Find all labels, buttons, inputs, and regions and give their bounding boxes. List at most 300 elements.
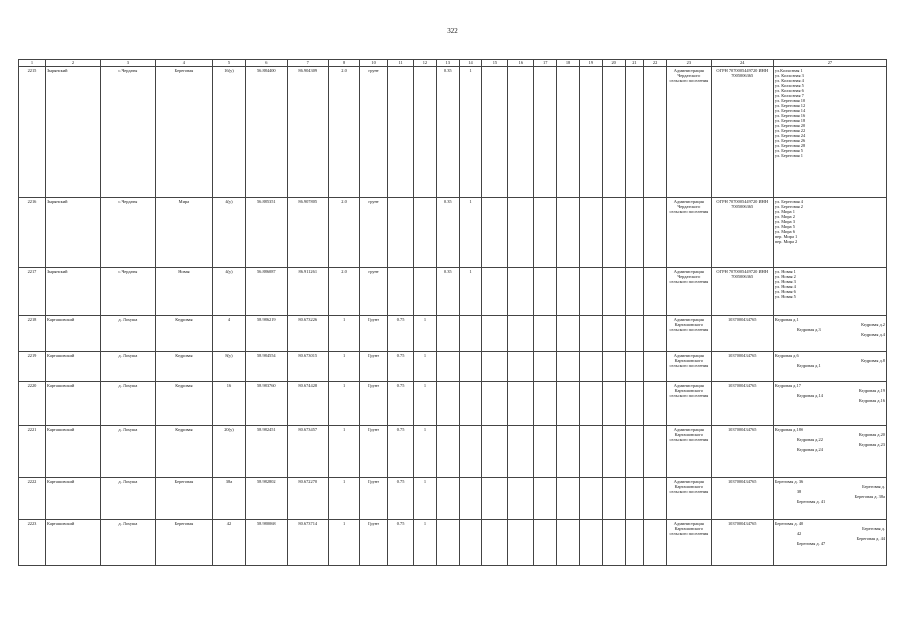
ogrn-inn-cell: 1037000434765	[711, 352, 773, 382]
col-17-cell	[534, 520, 557, 566]
latitude-cell: 58.980068	[246, 520, 287, 566]
address-line: Береговая д.	[862, 483, 885, 489]
col-21-cell	[625, 268, 644, 316]
house-number-cell: 38а	[212, 478, 245, 520]
col-18-cell	[557, 426, 580, 478]
longitude-cell: 86.904309	[287, 67, 328, 198]
owner-organization-cell: Администрация Чердатского сельского поселения	[667, 67, 712, 198]
address-line: Кедровая д.1	[774, 316, 799, 322]
address-line: Кедровая д.17	[774, 382, 801, 388]
col-20-cell	[602, 268, 625, 316]
ogrn-inn-cell: 1037000434765	[711, 426, 773, 478]
col-15-cell	[482, 268, 508, 316]
address-line: Береговая д. 38а	[854, 493, 885, 499]
address-line: Кедровая д.22	[796, 436, 823, 442]
col-16-cell	[508, 198, 534, 268]
house-number-cell: 20(у)	[212, 426, 245, 478]
col-21-cell	[625, 426, 644, 478]
district-cell: Карташовский	[45, 426, 100, 478]
district-cell: Карташовский	[45, 382, 100, 426]
column-header: 11	[388, 60, 414, 67]
row-number-cell: 2219	[19, 352, 46, 382]
settlement-cell: д. Лохуша	[100, 478, 155, 520]
served-addresses-cell	[773, 316, 886, 352]
col-21-cell	[625, 316, 644, 352]
street-name-cell: Береговая	[155, 520, 212, 566]
address-line: пер. Мира 2	[774, 238, 798, 244]
col-13-cell	[436, 382, 459, 426]
owner-organization-cell: Администрация Карташовского сельского поселения	[667, 520, 712, 566]
address-line: ул. Береговая 18	[774, 117, 806, 123]
address-line: ул. Мира 5	[774, 223, 795, 229]
surface-type-cell: грунт	[360, 268, 388, 316]
latitude-cell: 58.983760	[246, 382, 287, 426]
street-name-cell: Кедровая	[155, 352, 212, 382]
ogrn-inn-cell: ОГРН 7070005449720 ИНН 7005006365	[711, 67, 773, 198]
col-17-cell	[534, 478, 557, 520]
address-line: Береговая д. 41	[796, 498, 826, 504]
longitude-cell: 80.672270	[287, 478, 328, 520]
col-11-cell: 0.75	[388, 382, 414, 426]
owner-organization-cell: Администрация Чердатского сельского поселения	[667, 198, 712, 268]
column-header: 17	[534, 60, 557, 67]
surface-type-cell: Грунт	[360, 426, 388, 478]
col-15-cell	[482, 198, 508, 268]
settlement-cell: д. Лохуша	[100, 352, 155, 382]
col-18-cell	[557, 316, 580, 352]
col-17-cell	[534, 268, 557, 316]
address-line: Кедровая д.1	[796, 362, 821, 368]
col-15-cell	[482, 352, 508, 382]
address-line: Береговая д. 44	[856, 535, 885, 541]
width-cell: 1	[329, 520, 360, 566]
col-22-cell	[644, 198, 667, 268]
col-20-cell	[602, 520, 625, 566]
width-cell: 2.0	[329, 198, 360, 268]
col-19-cell	[579, 478, 602, 520]
street-name-cell: Кедровая	[155, 426, 212, 478]
col-11-cell: 0.75	[388, 520, 414, 566]
col-22-cell	[644, 268, 667, 316]
col-18-cell	[557, 198, 580, 268]
col-16-cell	[508, 352, 534, 382]
latitude-cell: 58.986219	[246, 316, 287, 352]
column-header: 19	[579, 60, 602, 67]
longitude-cell: 86.907805	[287, 198, 328, 268]
ogrn-inn-cell: 1037000434765	[711, 520, 773, 566]
address-line: ул. Береговая 22	[774, 127, 806, 133]
address-line: ул. Колхозная 3	[774, 72, 804, 78]
address-line: Кедровая д.16	[858, 397, 885, 403]
column-header: 15	[482, 60, 508, 67]
settlement-cell: с.Чердаты	[100, 268, 155, 316]
table-row	[19, 520, 887, 566]
address-line: 42	[796, 530, 802, 536]
col-14-cell	[459, 316, 482, 352]
column-header: 4	[155, 60, 212, 67]
surface-type-cell: Грунт	[360, 478, 388, 520]
longitude-cell: 80.673226	[287, 316, 328, 352]
col-12-cell: 1	[414, 520, 437, 566]
house-number-cell: 4(у)	[212, 198, 245, 268]
col-20-cell	[602, 198, 625, 268]
district-cell: Зырянский	[45, 198, 100, 268]
ogrn-inn-cell: 1037000434765	[711, 382, 773, 426]
column-header: 10	[360, 60, 388, 67]
col-21-cell	[625, 382, 644, 426]
served-addresses-cell	[773, 268, 886, 316]
latitude-cell: 56.885351	[246, 198, 287, 268]
column-header: 7	[287, 60, 328, 67]
address-line: ул. Береговая 28	[774, 142, 806, 148]
col-20-cell	[602, 426, 625, 478]
width-cell: 1	[329, 352, 360, 382]
address-line: ул. Береговая 20	[774, 122, 806, 128]
address-line: ул. Новая 2	[774, 273, 796, 279]
roads-table	[18, 59, 887, 566]
col-18-cell	[557, 268, 580, 316]
ogrn-inn-cell: ОГРН 7070005449720 ИНН 7005006365	[711, 268, 773, 316]
row-number-cell: 2221	[19, 426, 46, 478]
served-addresses-cell	[773, 520, 886, 566]
address-line: ул. Береговая 14	[774, 107, 806, 113]
col-16-cell	[508, 316, 534, 352]
col-13-cell	[436, 426, 459, 478]
owner-organization-cell: Администрация Карташовского сельского поселения	[667, 478, 712, 520]
house-number-cell: 8(у)	[212, 352, 245, 382]
longitude-cell: 80.673457	[287, 426, 328, 478]
column-header: 22	[644, 60, 667, 67]
owner-organization-cell: Администрация Чердатского сельского поселения	[667, 268, 712, 316]
district-cell: Карташовский	[45, 478, 100, 520]
owner-organization-cell: Администрация Карташовского сельского поселения	[667, 426, 712, 478]
latitude-cell: 56.886087	[246, 268, 287, 316]
col-22-cell	[644, 352, 667, 382]
column-header: 1	[19, 60, 46, 67]
column-header: 5	[212, 60, 245, 67]
col-14-cell	[459, 478, 482, 520]
page-number: 322	[447, 27, 458, 35]
ogrn-inn-cell: 1037000434765	[711, 478, 773, 520]
district-cell: Зырянский	[45, 268, 100, 316]
served-addresses-cell	[773, 426, 886, 478]
street-name-cell: Береговая	[155, 67, 212, 198]
col-13-cell: 0.35	[436, 198, 459, 268]
row-number-cell: 2216	[19, 198, 46, 268]
table-row	[19, 316, 887, 352]
col-12-cell: 1	[414, 382, 437, 426]
col-19-cell	[579, 316, 602, 352]
col-17-cell	[534, 316, 557, 352]
table-row	[19, 198, 887, 268]
col-12-cell: 1	[414, 316, 437, 352]
address-line: Кедровая д.19	[858, 387, 885, 393]
column-header: 18	[557, 60, 580, 67]
column-header: 24	[711, 60, 773, 67]
address-line: 38	[796, 488, 802, 494]
longitude-cell: 80.673015	[287, 352, 328, 382]
col-11-cell	[388, 268, 414, 316]
col-19-cell	[579, 520, 602, 566]
street-name-cell: Мира	[155, 198, 212, 268]
table-row	[19, 268, 887, 316]
surface-type-cell: грунт	[360, 198, 388, 268]
col-12-cell: 1	[414, 478, 437, 520]
served-addresses-cell	[773, 478, 886, 520]
table-row	[19, 352, 887, 382]
served-addresses-cell	[773, 67, 886, 198]
latitude-cell: 58.982451	[246, 426, 287, 478]
served-addresses-cell	[773, 382, 886, 426]
column-header: 20	[602, 60, 625, 67]
settlement-cell: д. Лохуша	[100, 426, 155, 478]
settlement-cell: с.Чердаты	[100, 67, 155, 198]
col-13-cell	[436, 316, 459, 352]
served-addresses-cell	[773, 352, 886, 382]
address-line: ул. Береговая 2	[774, 203, 803, 209]
longitude-cell: 80.673714	[287, 520, 328, 566]
district-cell: Зырянский	[45, 67, 100, 198]
column-header: 13	[436, 60, 459, 67]
served-addresses-cell	[773, 198, 886, 268]
latitude-cell: 58.984554	[246, 352, 287, 382]
width-cell: 1	[329, 478, 360, 520]
street-name-cell: Новая	[155, 268, 212, 316]
address-line: ул. Мира 1	[774, 208, 795, 214]
address-line: Кедровая д.6	[774, 352, 799, 358]
address-line: Кедровая д.18б	[774, 426, 804, 432]
col-14-cell	[459, 426, 482, 478]
col-22-cell	[644, 520, 667, 566]
col-11-cell	[388, 198, 414, 268]
col-15-cell	[482, 382, 508, 426]
address-line: ул. Береговая 1	[774, 152, 803, 158]
address-line: Береговая д. 36	[774, 478, 804, 484]
address-line: ул. Новая 6	[774, 288, 796, 294]
address-line: Кедровая д.20	[858, 431, 885, 437]
col-16-cell	[508, 268, 534, 316]
address-line: ул. Береговая 16	[774, 112, 806, 118]
address-line: ул. Береговая 24	[774, 132, 806, 138]
row-number-cell: 2220	[19, 382, 46, 426]
address-line: ул.Колхозная 1	[774, 67, 803, 73]
address-line: Кедровая д.2	[861, 321, 885, 327]
address-line: ул. Колхозная 4	[774, 77, 804, 83]
column-header: 14	[459, 60, 482, 67]
address-line: Кедровая д.3	[796, 326, 821, 332]
col-14-cell	[459, 382, 482, 426]
district-cell: Карташовский	[45, 520, 100, 566]
address-line: ул. Береговая 26	[774, 137, 806, 143]
address-line: ул. Колхозная 5	[774, 82, 804, 88]
col-20-cell	[602, 316, 625, 352]
column-header: 3	[100, 60, 155, 67]
table-row	[19, 67, 887, 198]
owner-organization-cell: Администрация Карташовского сельского поселения	[667, 352, 712, 382]
col-14-cell	[459, 352, 482, 382]
address-line: ул. Береговая 12	[774, 102, 806, 108]
owner-organization-cell: Администрация Карташовского сельского поселения	[667, 316, 712, 352]
settlement-cell: д. Лохуша	[100, 520, 155, 566]
width-cell: 2.0	[329, 268, 360, 316]
col-19-cell	[579, 352, 602, 382]
table-row	[19, 426, 887, 478]
col-20-cell	[602, 352, 625, 382]
col-17-cell	[534, 352, 557, 382]
column-header: 6	[246, 60, 287, 67]
col-16-cell	[508, 478, 534, 520]
address-line: ул. Мира 2	[774, 213, 795, 219]
col-11-cell	[388, 67, 414, 198]
col-13-cell: 0.35	[436, 67, 459, 198]
ogrn-inn-cell: 1037000434765	[711, 316, 773, 352]
col-18-cell	[557, 67, 580, 198]
column-header: 2	[45, 60, 100, 67]
column-header: 16	[508, 60, 534, 67]
col-12-cell: 1	[414, 352, 437, 382]
col-11-cell: 0.75	[388, 352, 414, 382]
col-11-cell: 0.75	[388, 316, 414, 352]
col-13-cell: 0.35	[436, 268, 459, 316]
col-12-cell	[414, 268, 437, 316]
address-line: Кедровая д.23	[858, 441, 885, 447]
col-22-cell	[644, 67, 667, 198]
address-line: ул. Новая 4	[774, 283, 796, 289]
width-cell: 2.0	[329, 67, 360, 198]
column-header: 21	[625, 60, 644, 67]
col-11-cell: 0.75	[388, 426, 414, 478]
col-21-cell	[625, 352, 644, 382]
house-number-cell: 16(у)	[212, 67, 245, 198]
col-11-cell: 0.75	[388, 478, 414, 520]
row-number-cell: 2222	[19, 478, 46, 520]
column-header: 8	[329, 60, 360, 67]
address-line: Кедровая д.14	[796, 392, 823, 398]
col-22-cell	[644, 382, 667, 426]
width-cell: 1	[329, 426, 360, 478]
surface-type-cell: грунт	[360, 67, 388, 198]
col-18-cell	[557, 382, 580, 426]
column-header: 12	[414, 60, 437, 67]
table-row	[19, 382, 887, 426]
col-17-cell	[534, 67, 557, 198]
col-14-cell: 1	[459, 198, 482, 268]
surface-type-cell: Грунт	[360, 316, 388, 352]
longitude-cell: 86.911261	[287, 268, 328, 316]
col-13-cell	[436, 520, 459, 566]
address-line: ул. Береговая 5	[774, 147, 803, 153]
col-18-cell	[557, 352, 580, 382]
col-17-cell	[534, 198, 557, 268]
settlement-cell: с.Чердаты	[100, 198, 155, 268]
address-line: ул. Новая 1	[774, 268, 796, 274]
col-13-cell	[436, 478, 459, 520]
header-row	[19, 60, 887, 67]
col-19-cell	[579, 198, 602, 268]
col-18-cell	[557, 478, 580, 520]
surface-type-cell: Грунт	[360, 382, 388, 426]
house-number-cell: 4(у)	[212, 268, 245, 316]
col-12-cell: 1	[414, 426, 437, 478]
col-16-cell	[508, 426, 534, 478]
row-number-cell: 2217	[19, 268, 46, 316]
address-line: Кедровая д.24	[796, 446, 823, 452]
col-14-cell: 1	[459, 268, 482, 316]
col-15-cell	[482, 478, 508, 520]
col-17-cell	[534, 382, 557, 426]
col-20-cell	[602, 67, 625, 198]
address-line: ул. Мира 6	[774, 228, 795, 234]
col-18-cell	[557, 520, 580, 566]
address-line: ул. Береговая 10	[774, 97, 806, 103]
col-12-cell	[414, 198, 437, 268]
district-cell: Карташовский	[45, 352, 100, 382]
longitude-cell: 80.674428	[287, 382, 328, 426]
column-header: 27	[773, 60, 886, 67]
address-line: ул. Новая 5	[774, 293, 796, 299]
address-line: ул. Колхозная 6	[774, 87, 804, 93]
col-14-cell: 1	[459, 67, 482, 198]
table-row	[19, 478, 887, 520]
col-19-cell	[579, 426, 602, 478]
col-15-cell	[482, 426, 508, 478]
address-line: Береговая д. 40	[774, 520, 804, 526]
col-22-cell	[644, 426, 667, 478]
address-line: ул. Береговая 4	[774, 198, 803, 204]
col-21-cell	[625, 520, 644, 566]
district-cell: Карташовский	[45, 316, 100, 352]
house-number-cell: 4	[212, 316, 245, 352]
col-20-cell	[602, 382, 625, 426]
col-19-cell	[579, 67, 602, 198]
house-number-cell: 42	[212, 520, 245, 566]
col-21-cell	[625, 67, 644, 198]
col-17-cell	[534, 426, 557, 478]
ogrn-inn-cell: ОГРН 7070005449720 ИНН 7005006365	[711, 198, 773, 268]
owner-organization-cell: Администрация Карташовского сельского поселения	[667, 382, 712, 426]
surface-type-cell: Грунт	[360, 520, 388, 566]
col-19-cell	[579, 268, 602, 316]
settlement-cell: д. Лохуша	[100, 382, 155, 426]
column-header: 23	[667, 60, 712, 67]
col-13-cell	[436, 352, 459, 382]
row-number-cell: 2218	[19, 316, 46, 352]
width-cell: 1	[329, 382, 360, 426]
col-15-cell	[482, 520, 508, 566]
address-line: ул. Колхозная 7	[774, 92, 804, 98]
col-15-cell	[482, 67, 508, 198]
col-22-cell	[644, 478, 667, 520]
col-19-cell	[579, 382, 602, 426]
col-16-cell	[508, 520, 534, 566]
address-line: ул. Мира 3	[774, 218, 795, 224]
settlement-cell: д. Лохуша	[100, 316, 155, 352]
latitude-cell: 58.982802	[246, 478, 287, 520]
col-14-cell	[459, 520, 482, 566]
col-12-cell	[414, 67, 437, 198]
address-line: Береговая д. 47	[796, 540, 826, 546]
width-cell: 1	[329, 316, 360, 352]
address-line: пер. Мира 1	[774, 233, 798, 239]
surface-type-cell: Грунт	[360, 352, 388, 382]
street-name-cell: Кедровая	[155, 316, 212, 352]
col-20-cell	[602, 478, 625, 520]
address-line: Береговая д.	[862, 525, 885, 531]
address-line: Кедровая д.8	[861, 357, 885, 363]
row-number-cell: 2223	[19, 520, 46, 566]
col-21-cell	[625, 478, 644, 520]
street-name-cell: Береговая	[155, 478, 212, 520]
